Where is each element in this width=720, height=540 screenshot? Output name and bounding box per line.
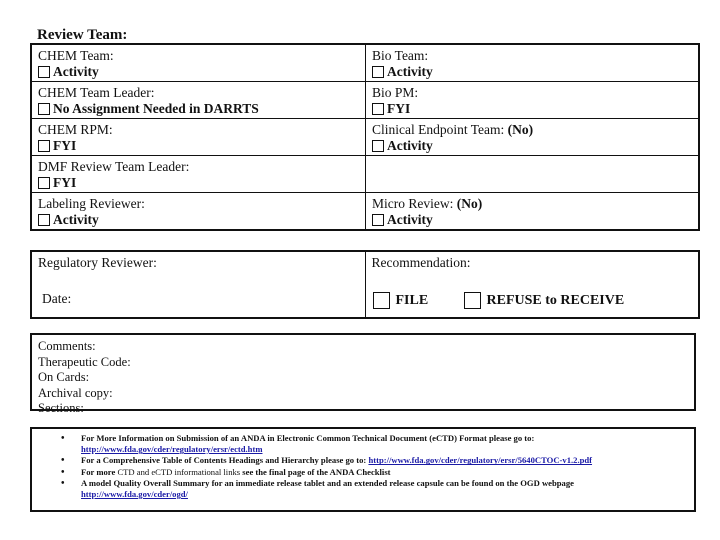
chem-rpm-fyi-option[interactable]: [38, 138, 365, 154]
comments-label: Comments:: [38, 339, 96, 353]
info-item-ectd: [32, 433, 694, 455]
cell-title-status: (No): [456, 196, 483, 211]
team-row: [32, 45, 698, 81]
team-row: [32, 155, 698, 192]
clinical-endpoint-team-cell: [365, 119, 698, 155]
review-team-heading: Review Team:: [37, 27, 128, 43]
option-label: Activity: [53, 64, 99, 79]
comments-box: [30, 333, 696, 415]
regulatory-reviewer-label: Regulatory Reviewer:: [38, 255, 157, 270]
info-item-qos: [32, 478, 694, 500]
checkbox[interactable]: [38, 214, 50, 226]
cell-title-status: (No): [507, 122, 534, 137]
review-team-table: [30, 43, 700, 231]
refuse-checkbox[interactable]: [464, 292, 481, 309]
checkbox[interactable]: [372, 103, 384, 115]
cell-title: Micro Review:: [372, 196, 454, 211]
file-checkbox[interactable]: [373, 292, 390, 309]
dmf-review-team-leader-cell: [32, 156, 365, 192]
checkbox[interactable]: [38, 177, 50, 189]
cell-title-row: [372, 196, 698, 212]
option-label: Activity: [387, 64, 433, 79]
info-box: [30, 427, 696, 512]
option-label: Activity: [53, 212, 99, 227]
cell-title: CHEM RPM:: [38, 122, 113, 137]
checkbox[interactable]: [38, 140, 50, 152]
option-label: FYI: [53, 138, 77, 153]
team-row: [32, 118, 698, 155]
regulatory-box: [30, 250, 700, 319]
chem-team-activity-option[interactable]: [38, 64, 365, 80]
bio-team-activity-option[interactable]: [372, 64, 698, 80]
on-cards-label: On Cards:: [38, 370, 90, 384]
info-text: see the final page of the ANDA Checklist: [242, 466, 391, 477]
info-item-toc: [32, 455, 694, 466]
chem-team-leader-cell: [32, 82, 365, 118]
chem-team-cell: [32, 45, 365, 81]
date-label: Date:: [42, 291, 72, 306]
dmf-review-fyi-option[interactable]: [38, 175, 365, 191]
info-text: CTD and eCTD informational links: [117, 466, 241, 477]
option-label: No Assignment Needed in DARRTS: [53, 101, 259, 116]
bio-pm-fyi-option[interactable]: [372, 101, 698, 117]
archival-copy-label: Archival copy:: [38, 385, 113, 400]
cell-title: CHEM Team Leader:: [38, 85, 155, 100]
ogd-link[interactable]: http://www.fda.gov/cder/ogd/: [81, 489, 188, 500]
cell-title: Labeling Reviewer:: [38, 196, 145, 211]
checkbox[interactable]: [372, 214, 384, 226]
option-label: FYI: [53, 175, 77, 190]
micro-review-activity-option[interactable]: [372, 212, 698, 228]
refuse-option[interactable]: [464, 292, 625, 309]
option-label: Activity: [387, 138, 433, 153]
clinical-endpoint-activity-option[interactable]: [372, 138, 698, 154]
toc-link[interactable]: http://www.fda.gov/cder/regulatory/ersr/5640CTOC-v1.2.pdf: [368, 455, 593, 466]
bio-pm-cell: [365, 82, 698, 118]
info-text: A model Quality Overall Summary for an immediate release tablet and an extended release capsule can be found on the OGD webpage: [81, 477, 574, 488]
option-label: FYI: [387, 101, 411, 116]
recommendation-label: Recommendation:: [371, 255, 471, 270]
cell-title: Bio Team:: [372, 48, 429, 63]
refuse-label: REFUSE to RECEIVE: [486, 292, 625, 308]
sections-label: Sections:: [38, 401, 84, 415]
file-option[interactable]: [373, 292, 429, 309]
file-label: FILE: [395, 292, 429, 308]
info-item-ctd: [32, 467, 694, 478]
recommendation-cell: [366, 252, 699, 317]
ectd-link[interactable]: http://www.fda.gov/cder/regulatory/ersr/ectd.htm: [81, 444, 263, 455]
checkbox[interactable]: [372, 66, 384, 78]
cell-title-row: [372, 122, 698, 138]
info-text: For More Information on Submission of an ANDA in Electronic Common Technical Document (eCTD) Format please go to:: [81, 433, 535, 443]
cell-title: CHEM Team:: [38, 48, 114, 63]
info-text: For more: [81, 466, 116, 477]
regulatory-reviewer-cell: [32, 252, 366, 317]
labeling-reviewer-cell: [32, 193, 365, 229]
team-row: [32, 81, 698, 118]
empty-cell: [365, 156, 698, 192]
cell-title: Bio PM:: [372, 85, 419, 100]
team-row: [32, 192, 698, 229]
info-list: [32, 433, 694, 500]
micro-review-cell: [365, 193, 698, 229]
checkbox[interactable]: [38, 66, 50, 78]
labeling-activity-option[interactable]: [38, 212, 365, 228]
chem-rpm-cell: [32, 119, 365, 155]
cell-title: DMF Review Team Leader:: [38, 159, 190, 174]
checkbox[interactable]: [372, 140, 384, 152]
cell-title: Clinical Endpoint Team:: [372, 122, 505, 137]
option-label: Activity: [387, 212, 433, 227]
checkbox[interactable]: [38, 103, 50, 115]
info-text: For a Comprehensive Table of Contents Headings and Hierarchy please go to:: [81, 455, 367, 466]
therapeutic-code-label: Therapeutic Code:: [38, 354, 131, 369]
chem-team-leader-option[interactable]: [38, 101, 365, 117]
bio-team-cell: [365, 45, 698, 81]
